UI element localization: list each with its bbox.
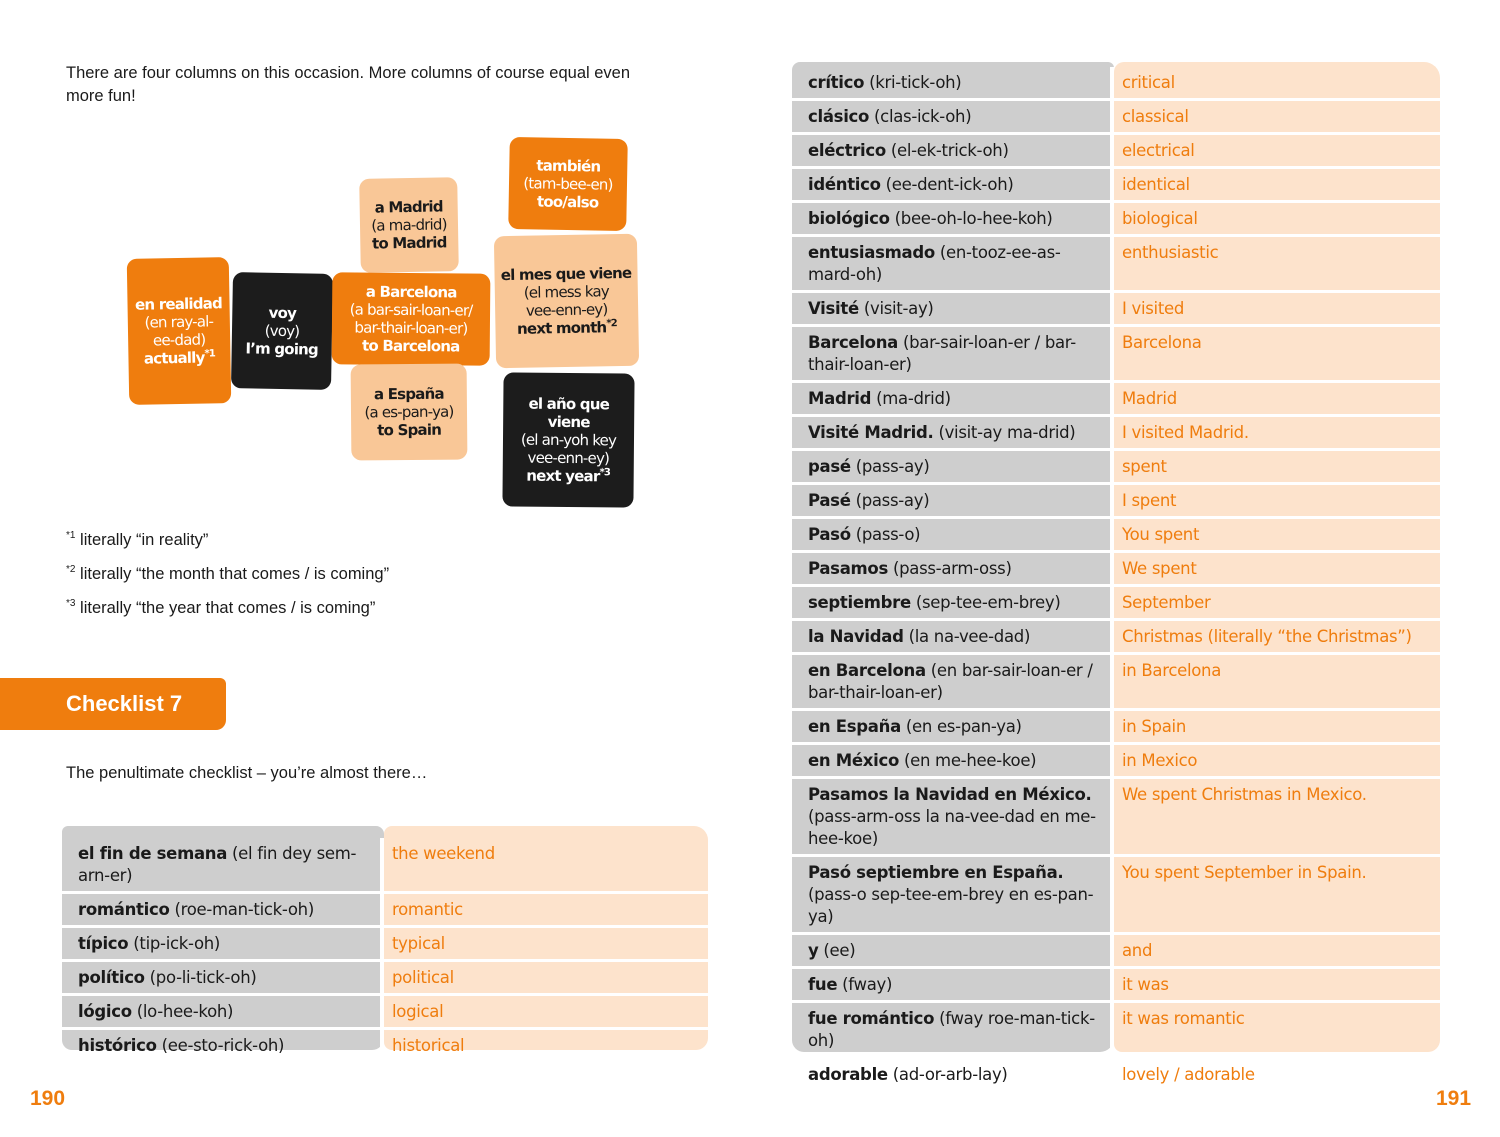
vocab-word: Pasamos la Navidad en México. — [808, 785, 1092, 804]
vocab-pronunciation: (pass-arm-oss) — [892, 559, 1012, 578]
vocab-word: pasé — [808, 457, 851, 476]
box-word: en realidad — [134, 294, 223, 314]
vocab-row — [791, 237, 1441, 293]
vocab-pronunciation: (sep-tee-em-brey) — [915, 593, 1061, 612]
vocab-word: fue — [808, 975, 838, 994]
footnote-text: literally “in reality” — [80, 531, 209, 549]
vocab-pronunciation: (bar-sair-loan-er / bar-thair-loan-er) — [808, 333, 1076, 374]
footnote-mark: *3 — [66, 598, 76, 609]
vocab-spanish — [61, 838, 384, 891]
vocab-row — [791, 779, 1441, 857]
vocab-word: y — [808, 941, 819, 960]
box-a-espana — [351, 363, 468, 460]
vocab-pronunciation: (kri-tick-oh) — [869, 73, 962, 92]
vocab-english: electrical — [1122, 141, 1195, 160]
box-en-realidad — [127, 257, 232, 405]
vocab-pronunciation: (pass-arm-oss la na-vee-dad en me-hee-koe) — [808, 807, 1096, 848]
vocab-pronunciation: (fway) — [842, 975, 893, 994]
vocab-pronunciation: (visit-ay) — [863, 299, 934, 318]
vocab-word: entusiasmado — [808, 243, 935, 262]
vocab-pronunciation: (el-ek-trick-oh) — [890, 141, 1009, 160]
vocab-pronunciation: (ad-or-arb-lay) — [892, 1065, 1008, 1084]
vocab-spanish — [61, 1030, 384, 1061]
box-el-ano — [502, 372, 634, 507]
vocab-word: lógico — [78, 1002, 132, 1021]
vocab-english: Madrid — [1122, 389, 1177, 408]
vocab-word: típico — [78, 934, 129, 953]
box-eng: actually — [143, 348, 205, 368]
vocab-word: biológico — [808, 209, 890, 228]
box-pron: (en ray-al-ee-dad) — [144, 312, 214, 350]
vocab-pronunciation: (tip-ick-oh) — [133, 934, 221, 953]
vocab-spanish — [61, 962, 384, 993]
vocab-english: political — [392, 968, 454, 987]
vocab-pronunciation: (bee-oh-lo-hee-koh) — [894, 209, 1053, 228]
vocab-word: la Navidad — [808, 627, 904, 646]
vocab-pronunciation: (el fin dey sem-arn-er) — [78, 844, 357, 885]
vocab-spanish — [791, 383, 1114, 414]
vocab-row — [791, 553, 1441, 587]
vocab-spanish — [791, 779, 1114, 854]
box-el-mes — [494, 234, 639, 368]
vocab-english: it was romantic — [1122, 1009, 1245, 1028]
vocab-row — [791, 711, 1441, 745]
vocab-spanish — [791, 237, 1114, 290]
vocab-spanish — [791, 293, 1114, 324]
vocab-spanish — [791, 553, 1114, 584]
vocab-row — [791, 485, 1441, 519]
vocab-english: the weekend — [392, 844, 495, 863]
vocab-word: Pasé — [808, 491, 851, 510]
vocab-english: spent — [1122, 457, 1167, 476]
footnotes — [66, 522, 389, 624]
page-number-left: 190 — [30, 1087, 66, 1110]
box-eng: too/also — [536, 192, 599, 212]
vocab-spanish — [791, 711, 1114, 742]
vocab-english: We spent — [1122, 559, 1197, 578]
vocab-word: Pasó — [808, 525, 851, 544]
vocab-english: in Mexico — [1122, 751, 1198, 770]
vocab-spanish — [791, 969, 1114, 1000]
checklist-banner: Checklist 7 — [0, 678, 226, 730]
box-eng: I’m going — [245, 339, 319, 359]
vocab-word: romántico — [78, 900, 170, 919]
vocab-word: Barcelona — [808, 333, 898, 352]
vocab-spanish — [791, 485, 1114, 516]
vocab-english: I visited Madrid. — [1122, 423, 1249, 442]
vocab-pronunciation: (pass-o sep-tee-em-brey en es-pan-ya) — [808, 885, 1094, 926]
box-a-madrid — [359, 177, 459, 273]
vocab-pronunciation: (pass-o) — [855, 525, 921, 544]
vocab-pronunciation: (fway roe-man-tick-oh) — [808, 1009, 1095, 1050]
vocab-row — [791, 383, 1441, 417]
vocab-row — [791, 1003, 1441, 1059]
vocab-row — [791, 621, 1441, 655]
vocab-spanish — [791, 587, 1114, 618]
footnote-mark: *1 — [66, 530, 76, 541]
vocab-pronunciation: (ee-dent-ick-oh) — [885, 175, 1014, 194]
vocab-row — [61, 838, 709, 894]
vocab-pronunciation: (ee) — [823, 941, 856, 960]
box-eng: next year — [526, 466, 600, 486]
vocab-row — [61, 894, 709, 928]
box-word: a Madrid — [374, 197, 443, 217]
vocab-pronunciation: (ma-drid) — [876, 389, 951, 408]
vocab-english: I visited — [1122, 299, 1185, 318]
vocab-spanish — [791, 327, 1114, 380]
vocab-spanish — [61, 894, 384, 925]
vocab-word: Madrid — [808, 389, 872, 408]
vocab-spanish — [791, 1003, 1114, 1056]
vocab-english: enthusiastic — [1122, 243, 1219, 262]
box-word: el año que viene — [528, 394, 610, 432]
vocab-word: fue romántico — [808, 1009, 935, 1028]
vocab-spanish — [61, 928, 384, 959]
vocab-row — [61, 1030, 709, 1061]
vocab-pronunciation: (en me-hee-koe) — [903, 751, 1037, 770]
vocab-word: idéntico — [808, 175, 881, 194]
box-mark: *2 — [606, 318, 617, 330]
vocab-word: histórico — [78, 1036, 157, 1055]
box-word: el mes que viene — [500, 263, 632, 285]
box-voy — [231, 272, 333, 390]
right-vocab-table — [791, 67, 1441, 1090]
vocab-english: lovely / adorable — [1122, 1065, 1255, 1084]
vocab-english: We spent Christmas in Mexico. — [1122, 785, 1367, 804]
vocab-english: typical — [392, 934, 445, 953]
vocab-english: identical — [1122, 175, 1190, 194]
vocab-spanish — [791, 655, 1114, 708]
vocab-word: Visité Madrid. — [808, 423, 934, 442]
box-pron: (voy) — [264, 321, 300, 341]
vocab-spanish — [791, 169, 1114, 200]
box-mark: *1 — [204, 348, 216, 360]
vocab-pronunciation: (visit-ay ma-drid) — [938, 423, 1076, 442]
vocab-english: I spent — [1122, 491, 1177, 510]
vocab-spanish — [791, 519, 1114, 550]
vocab-pronunciation: (clas-ick-oh) — [874, 107, 972, 126]
vocab-spanish — [791, 745, 1114, 776]
box-tambien — [508, 137, 628, 231]
vocab-english: classical — [1122, 107, 1189, 126]
vocab-row — [791, 935, 1441, 969]
vocab-word: en Barcelona — [808, 661, 926, 680]
vocab-spanish — [791, 451, 1114, 482]
vocab-row — [791, 745, 1441, 779]
vocab-spanish — [791, 1059, 1114, 1090]
vocab-row — [791, 1059, 1441, 1090]
vocab-english: historical — [392, 1036, 465, 1055]
vocab-pronunciation: (en-tooz-ee-as-mard-oh) — [808, 243, 1061, 284]
vocab-word: eléctrico — [808, 141, 886, 160]
vocab-word: crítico — [808, 73, 865, 92]
box-word: a Barcelona — [365, 282, 457, 302]
vocab-spanish — [791, 417, 1114, 448]
box-pron: (el an-yoh key vee-enn-ey) — [520, 430, 617, 468]
footnote-text: literally “the year that comes / is coming” — [80, 599, 376, 617]
vocab-row — [791, 587, 1441, 621]
intro-text: There are four columns on this occasion. More columns of course equal even more fun! — [66, 64, 631, 105]
vocab-word: el fin de semana — [78, 844, 228, 863]
footnote — [66, 522, 389, 556]
vocab-word: Visité — [808, 299, 859, 318]
vocab-word: en España — [808, 717, 901, 736]
vocab-pronunciation: (roe-man-tick-oh) — [174, 900, 314, 919]
vocab-english: Barcelona — [1122, 333, 1202, 352]
box-mark: *3 — [599, 467, 611, 479]
box-eng: to Spain — [377, 420, 442, 440]
box-pron: (tam-bee-en) — [523, 174, 613, 194]
footnote-mark: *2 — [66, 564, 76, 575]
box-word: a España — [373, 384, 444, 404]
vocab-pronunciation: (lo-hee-koh) — [136, 1002, 234, 1021]
box-pron: (a ma-drid) — [371, 215, 447, 235]
box-eng: to Madrid — [371, 233, 447, 253]
box-word: voy — [268, 303, 297, 323]
vocab-row — [791, 519, 1441, 553]
vocab-pronunciation: (po-li-tick-oh) — [149, 968, 257, 987]
vocab-english: and — [1122, 941, 1153, 960]
vocab-pronunciation: (la na-vee-dad) — [908, 627, 1031, 646]
footnote — [66, 556, 389, 590]
checklist-intro: The penultimate checklist – you’re almost there… — [66, 764, 428, 782]
vocab-row — [61, 962, 709, 996]
vocab-spanish — [791, 203, 1114, 234]
vocab-row — [61, 996, 709, 1030]
vocab-word: Pasó septiembre en España. — [808, 863, 1064, 882]
vocab-pronunciation: (en bar-sair-loan-er / bar-thair-loan-er) — [808, 661, 1093, 702]
footnote — [66, 590, 389, 624]
vocab-word: en México — [808, 751, 900, 770]
vocab-english: romantic — [392, 900, 463, 919]
vocab-spanish — [791, 67, 1114, 98]
vocab-spanish — [61, 996, 384, 1027]
vocab-spanish — [791, 935, 1114, 966]
box-word: también — [536, 156, 601, 176]
vocab-row — [791, 969, 1441, 1003]
vocab-word: político — [78, 968, 145, 987]
vocab-english: critical — [1122, 73, 1175, 92]
vocab-row — [791, 293, 1441, 327]
vocab-english: Christmas (literally “the Christmas”) — [1122, 627, 1412, 646]
vocab-english: it was — [1122, 975, 1169, 994]
vocab-pronunciation: (en es-pan-ya) — [905, 717, 1022, 736]
vocab-english: in Barcelona — [1122, 661, 1222, 680]
left-vocab-table — [61, 838, 709, 1061]
vocab-row — [791, 417, 1441, 451]
box-pron: (a bar-sair-loan-er/ bar-thair-loan-er) — [349, 300, 473, 338]
vocab-row — [791, 169, 1441, 203]
vocab-spanish — [791, 101, 1114, 132]
box-a-barcelona — [332, 272, 491, 365]
box-pron: (a es-pan-ya) — [364, 402, 454, 422]
vocab-row — [791, 67, 1441, 101]
vocab-english: You spent September in Spain. — [1122, 863, 1367, 882]
vocab-row — [791, 857, 1441, 935]
vocab-spanish — [791, 135, 1114, 166]
vocab-english: in Spain — [1122, 717, 1186, 736]
vocab-english: September — [1122, 593, 1211, 612]
box-pron: (el mess kay vee-enn-ey) — [523, 282, 610, 320]
vocab-spanish — [791, 857, 1114, 932]
vocab-spanish — [791, 621, 1114, 652]
vocab-row — [791, 101, 1441, 135]
vocab-pronunciation: (pass-ay) — [855, 457, 930, 476]
box-eng: to Barcelona — [362, 336, 460, 356]
vocab-english: logical — [392, 1002, 444, 1021]
vocab-english: You spent — [1122, 525, 1200, 544]
vocab-word: septiembre — [808, 593, 911, 612]
vocab-word: Pasamos — [808, 559, 888, 578]
vocab-row — [791, 327, 1441, 383]
vocab-row — [791, 203, 1441, 237]
vocab-row — [791, 135, 1441, 169]
vocab-pronunciation: (pass-ay) — [855, 491, 930, 510]
vocab-word: clásico — [808, 107, 870, 126]
vocab-row — [61, 928, 709, 962]
box-eng: next month — [516, 318, 607, 338]
vocab-word: adorable — [808, 1065, 888, 1084]
vocab-pronunciation: (ee-sto-rick-oh) — [161, 1036, 285, 1055]
vocab-row — [791, 655, 1441, 711]
vocab-english: biological — [1122, 209, 1198, 228]
page-number-right: 191 — [1436, 1087, 1472, 1110]
footnote-text: literally “the month that comes / is coming” — [80, 565, 390, 583]
vocab-row — [791, 451, 1441, 485]
